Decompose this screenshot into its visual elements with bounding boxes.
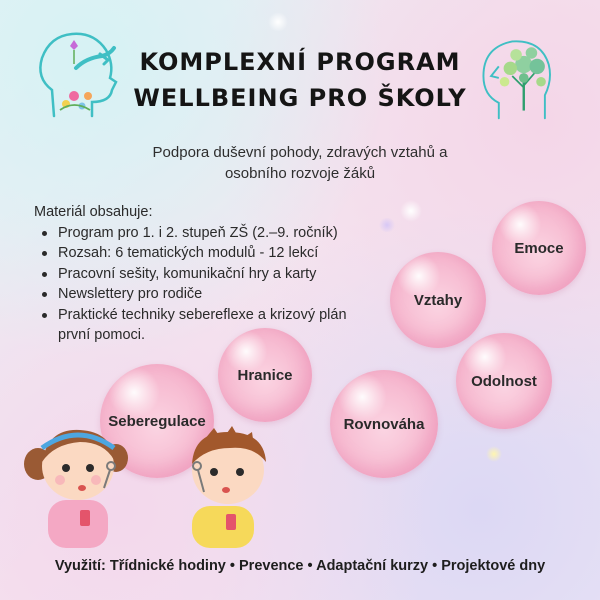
sparkle-decoration xyxy=(268,12,288,32)
bubble-label: Seberegulace xyxy=(108,412,206,430)
list-item: Program pro 1. i 2. stupeň ZŠ (2.–9. ročník) xyxy=(40,223,394,244)
title-line-1: KOMPLEXNÍ PROGRAM xyxy=(139,48,461,76)
subtitle-line-2: osobního rozvoje žáků xyxy=(224,165,376,182)
sparkle-decoration xyxy=(400,200,422,222)
bubble-vztahy xyxy=(390,252,486,348)
list-item: Praktické techniky sebereflexe a krizový plán první pomoci. xyxy=(40,305,360,346)
list-item: Pracovní sešity, komunikační hry a karty xyxy=(40,264,394,285)
materials-section xyxy=(34,202,394,346)
bubble-label: Rovnováha xyxy=(343,415,425,433)
bubble-label: Hranice xyxy=(237,366,293,384)
footer-usage: Využití: Třídnické hodiny • Prevence • Adaptační kurzy • Projektové dny xyxy=(54,558,546,574)
bubble-rovnovaha xyxy=(330,370,438,478)
sparkle-decoration xyxy=(486,446,502,462)
title-line-2: WELLBEING PRO ŠKOLY xyxy=(133,84,467,112)
materials-heading: Materiál obsahuje: xyxy=(34,204,153,220)
head-with-flowers-icon xyxy=(30,24,130,124)
bubble-emoce xyxy=(492,201,586,295)
bubble-odolnost xyxy=(456,333,552,429)
list-item: Newslettery pro rodiče xyxy=(40,284,394,305)
list-item: Rozsah: 6 tematických modulů - 12 lekcí xyxy=(40,243,394,264)
subtitle-line-1: Podpora duševní pohody, zdravých vztahů a xyxy=(152,144,448,161)
subtitle xyxy=(120,142,480,184)
bubble-label: Vztahy xyxy=(413,291,463,309)
girl-figure xyxy=(24,430,128,548)
children-blowing-bubbles-illustration xyxy=(8,418,278,548)
page-title xyxy=(130,44,470,116)
head-with-tree-icon xyxy=(470,28,566,124)
bubble-label: Odolnost xyxy=(471,372,537,390)
bubble-label: Emoce xyxy=(514,239,564,257)
materials-list xyxy=(34,223,394,346)
bubble-hranice xyxy=(218,328,312,422)
boy-figure xyxy=(192,426,266,548)
